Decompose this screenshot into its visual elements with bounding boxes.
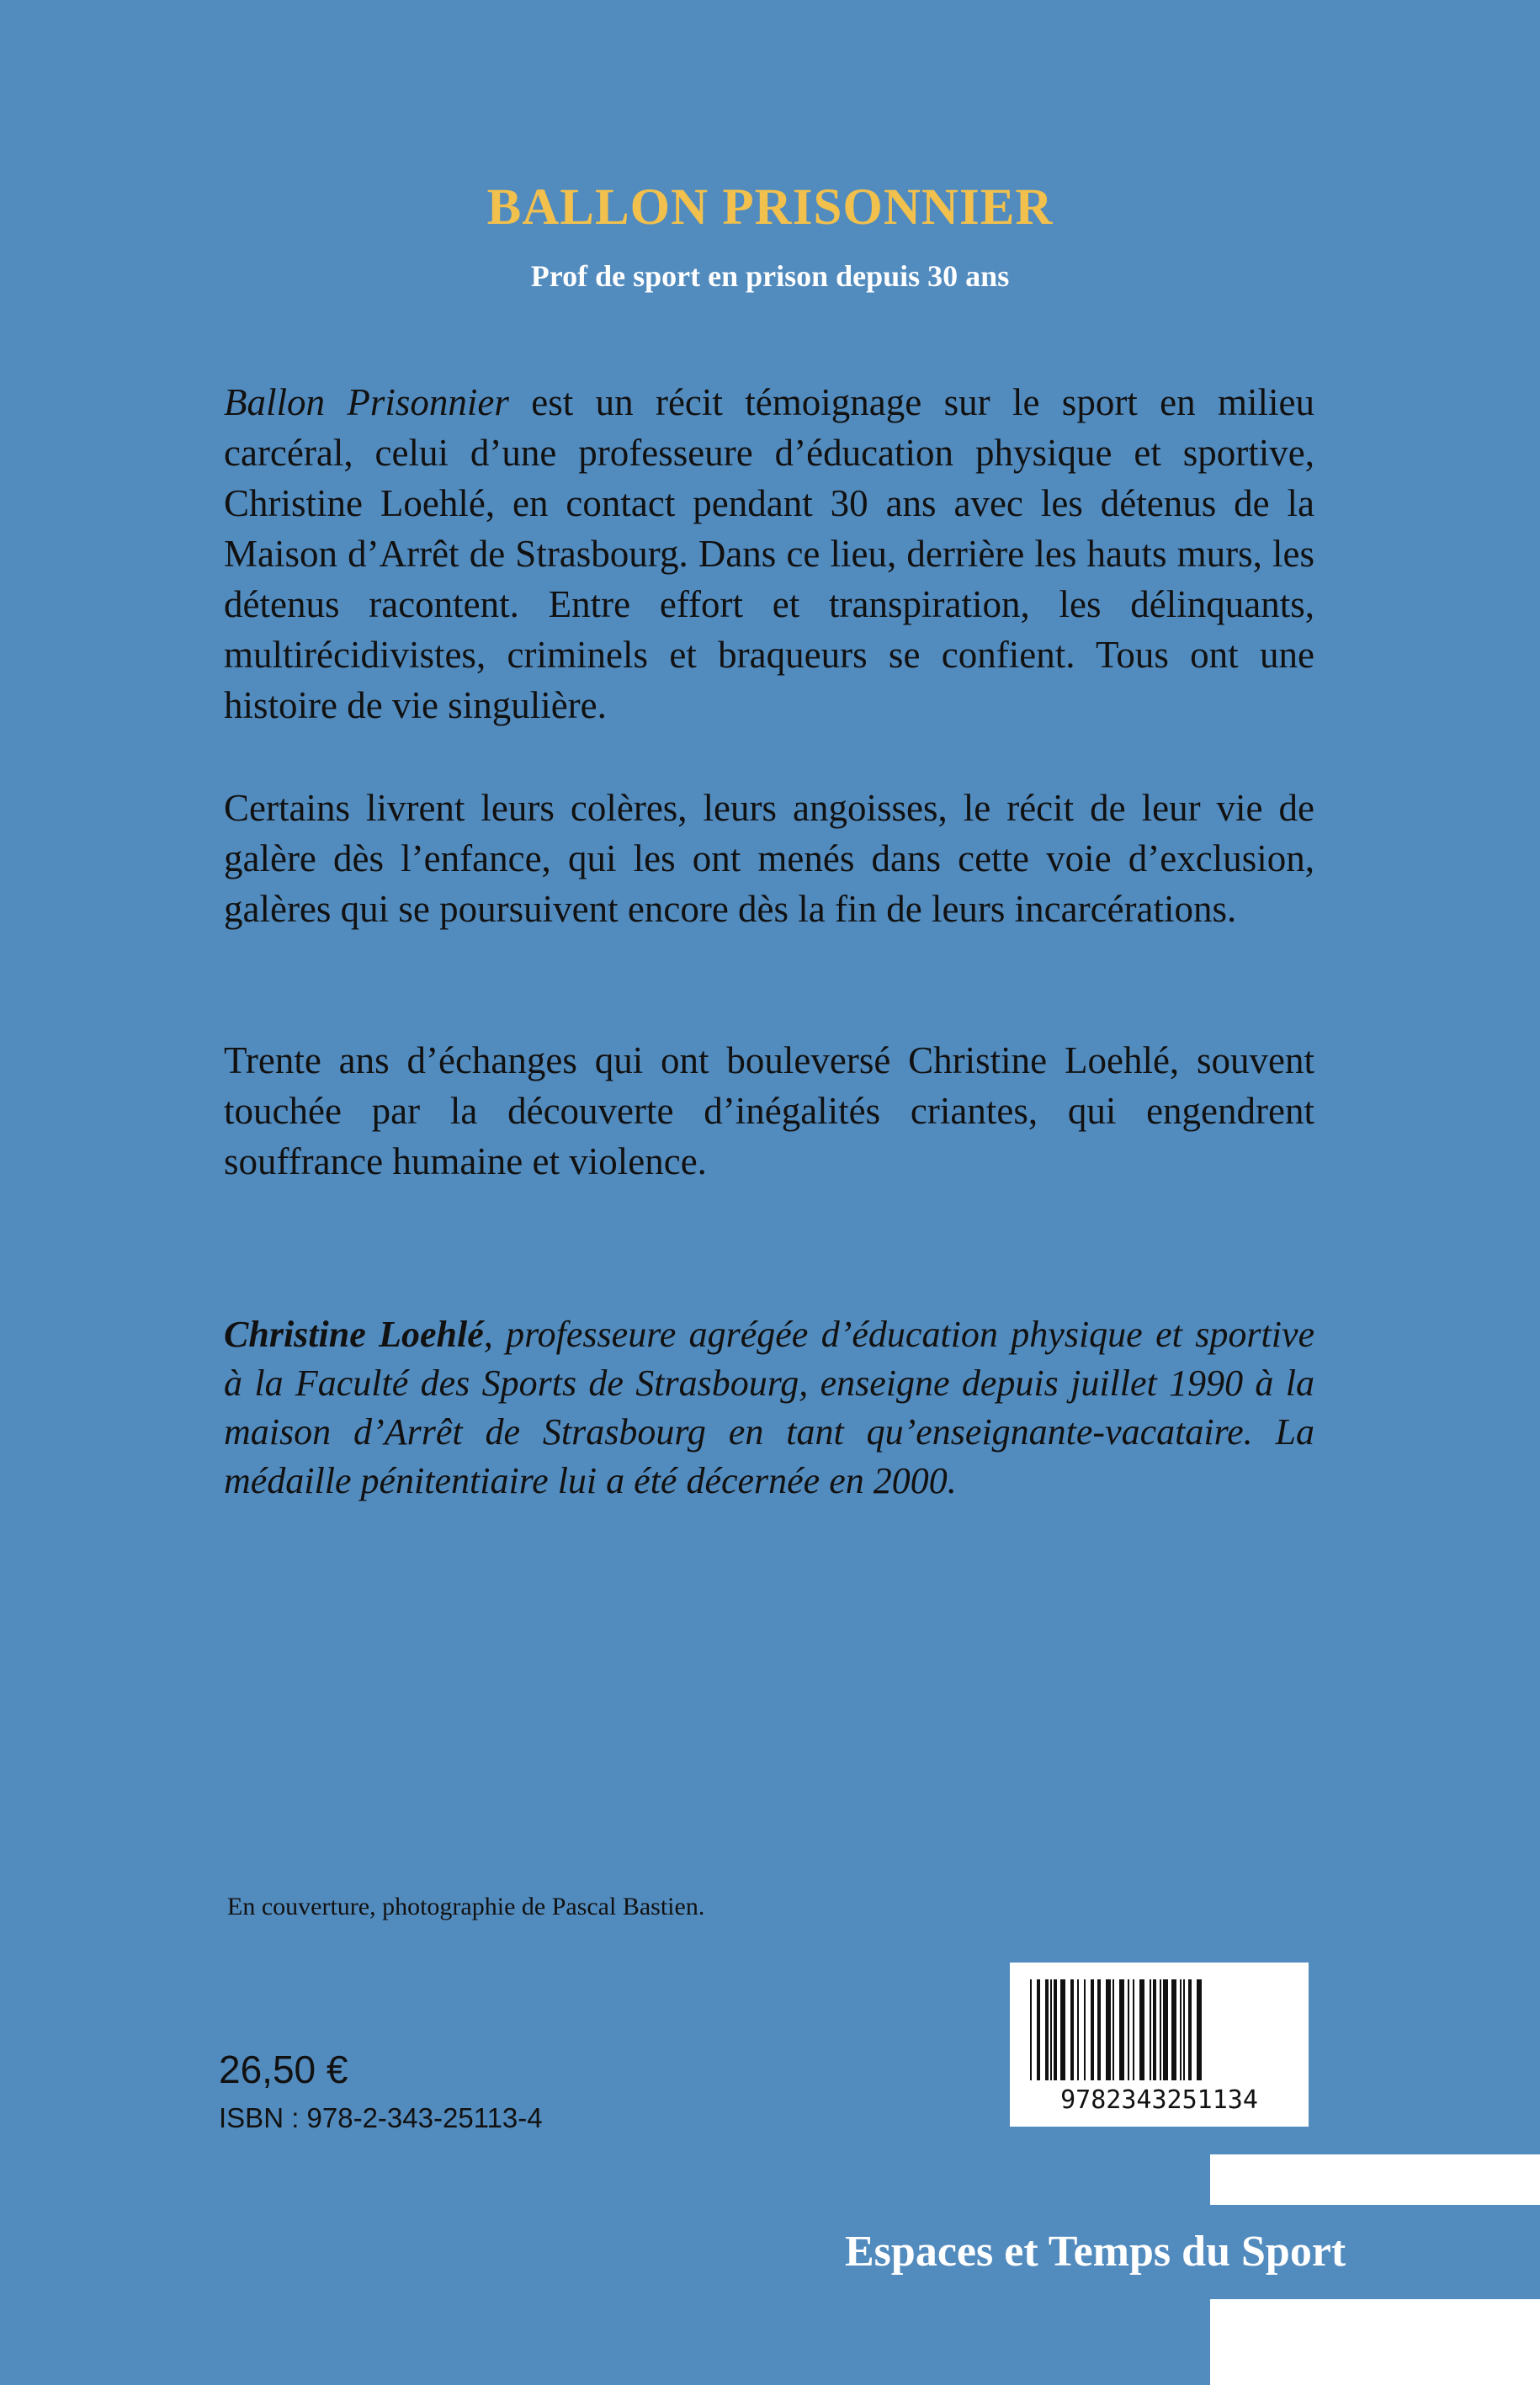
author-bio-text: , professeure agrégée d’éducation physique et sportive à la Faculté des Sports de Strasbourg, enseigne depuis juillet 1990 à la maison d’Arrêt de Strasbourg en tant qu’enseignante-vacataire. La médaille pénitentiaire lui a été décernée en 2000. — [224, 1314, 1315, 1501]
barcode-bar — [1197, 1979, 1202, 2080]
book-subtitle: Prof de sport en prison depuis 30 ans — [530, 259, 1010, 293]
barcode-bar — [1077, 1979, 1079, 2080]
barcode-bar — [1030, 1979, 1032, 2080]
barcode-bar — [1119, 1979, 1124, 2080]
barcode-bars-icon — [1027, 1979, 1292, 2080]
barcode-bar — [1163, 1979, 1168, 2080]
author-name: Christine Loehlé — [224, 1314, 484, 1355]
cover-credit: En couverture, photographie de Pascal Bastien. — [227, 1893, 705, 1920]
barcode-bar — [1060, 1979, 1065, 2080]
barcode-bar — [1171, 1979, 1176, 2080]
barcode-bar — [1091, 1979, 1094, 2080]
barcode-bar — [1084, 1979, 1086, 2080]
barcode-bar — [1180, 1979, 1182, 2080]
book-title: BALLON PRISONNIER — [486, 179, 1054, 236]
summary-paragraph-2: Certains livrent leurs colères, leurs angoisses, le récit de leur vie de galère dès l’enfance, qui les ont menés dans cette voie d’exclusion, galères qui se poursuivent encore dès la fin de leurs incarcérations. — [224, 787, 1314, 930]
book-title-italic: Ballon Prisonnier — [224, 381, 509, 423]
barcode-bar — [1150, 1979, 1151, 2080]
barcode-bar — [1045, 1979, 1049, 2080]
collection-name — [845, 2205, 1540, 2299]
barcode-bar — [1054, 1979, 1057, 2080]
collection-name-text: Espaces et Temps du Sport — [845, 2228, 1346, 2276]
barcode-digits: 9782343251134 — [1060, 2085, 1258, 2115]
barcode-bar — [1113, 1979, 1114, 2080]
barcode-bar — [1106, 1979, 1111, 2080]
barcode-bar — [1160, 1979, 1161, 2080]
author-bio — [224, 1310, 1314, 1506]
barcode-bar — [1133, 1979, 1134, 2080]
summary-paragraph-1-text: est un récit témoignage sur le sport en milieu carcéral, celui d’une professeure d’éducation physique et sportive, Christine Loehlé, en contact pendant 30 ans avec les détenus de la Maison d’Arrêt de Strasbourg. Dans ce lieu, derrière les hauts murs, les détenus racontent. Entre effort et transpiration, les délinquants, multirécidivistes, criminels et braqueurs se confient. Tous ont une histoire de vie singulière. — [224, 381, 1315, 726]
price: 26,50 € — [219, 2048, 348, 2091]
barcode-bar — [1097, 1979, 1101, 2080]
barcode-bar — [1188, 1979, 1192, 2080]
isbn: ISBN : 978-2-343-25113-4 — [219, 2102, 543, 2133]
barcode-bar — [1139, 1979, 1144, 2080]
barcode-bar — [1153, 1979, 1156, 2080]
barcode-bar — [1128, 1979, 1129, 2080]
barcode-bar — [1037, 1979, 1040, 2080]
summary-paragraph-3: Trente ans d’échanges qui ont bouleversé Christine Loehlé, souvent touchée par la découverte d’inégalités criantes, qui engendrent souffrance humaine et violence. — [224, 1039, 1314, 1182]
barcode — [1010, 1963, 1309, 2127]
summary-paragraph-1 — [224, 377, 1314, 730]
barcode-bar — [1183, 1979, 1185, 2080]
barcode-bar — [1070, 1979, 1074, 2080]
barcode-bar — [1050, 1979, 1052, 2080]
